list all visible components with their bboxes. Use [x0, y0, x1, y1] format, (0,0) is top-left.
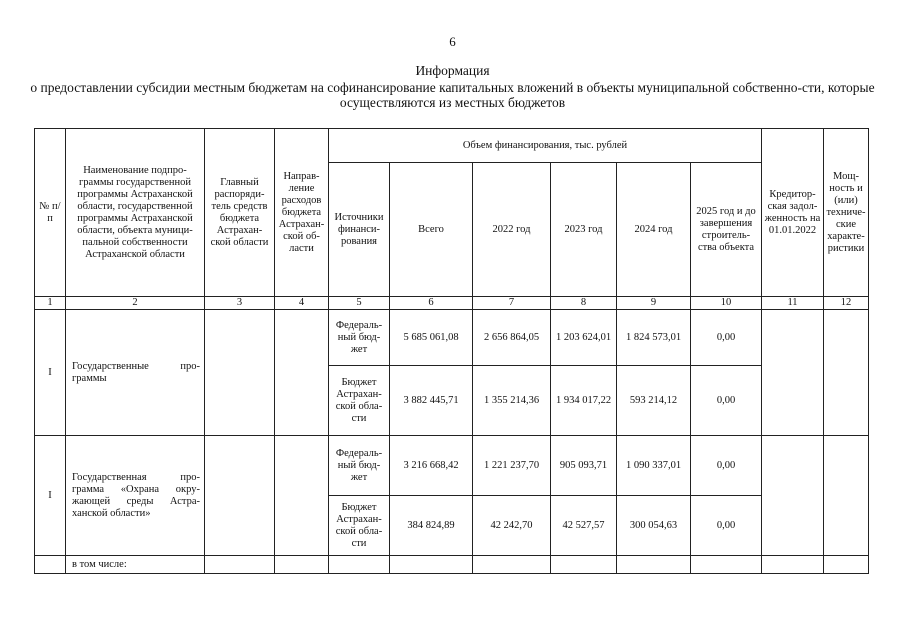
header-creditor-debt: Кредитор-ская задол-женность на 01.01.2022 [762, 129, 824, 297]
empty-cell [473, 556, 551, 574]
funding-source: Бюджет Астрахан-ской обла-сти [329, 366, 390, 436]
amount-2023: 905 093,71 [551, 436, 617, 496]
column-number: 5 [329, 297, 390, 310]
column-number: 10 [691, 297, 762, 310]
empty-cell [762, 436, 824, 556]
column-number: 7 [473, 297, 551, 310]
document-title: Информация [415, 63, 490, 78]
program-name: Государственные про-граммы [66, 310, 205, 436]
column-number-row [35, 297, 869, 310]
amount-2023: 1 203 624,01 [551, 310, 617, 366]
page-number: 6 [449, 34, 456, 49]
header-financing-volume: Объем финансирования, тыс. рублей [329, 129, 762, 163]
header-2024: 2024 год [617, 163, 691, 297]
header-row-number: № п/п [35, 129, 66, 297]
amount-2025: 0,00 [691, 496, 762, 556]
amount-2025: 0,00 [691, 366, 762, 436]
empty-cell [390, 556, 473, 574]
column-number: 8 [551, 297, 617, 310]
table-row [35, 310, 869, 366]
amount-2025: 0,00 [691, 436, 762, 496]
amount-total: 5 685 061,08 [390, 310, 473, 366]
header-main-manager: Главный распоряди-тель средств бюджета Астрахан-ской области [205, 129, 275, 297]
amount-2022: 2 656 864,05 [473, 310, 551, 366]
funding-source: Бюджет Астрахан-ской обла-сти [329, 496, 390, 556]
document-subtitle: о предоставлении субсидии местным бюджетам на софинансирование капитальных вложений в объекты муниципальной собственно-сти, которые осуществляются из местных бюджетов [30, 80, 875, 110]
column-number: 6 [390, 297, 473, 310]
empty-cell [824, 310, 869, 436]
header-2022: 2022 год [473, 163, 551, 297]
amount-2023: 1 934 017,22 [551, 366, 617, 436]
amount-total: 384 824,89 [390, 496, 473, 556]
header-total: Всего [390, 163, 473, 297]
empty-cell [691, 556, 762, 574]
amount-2022: 42 242,70 [473, 496, 551, 556]
empty-cell [762, 310, 824, 436]
empty-cell [35, 556, 66, 574]
amount-total: 3 882 445,71 [390, 366, 473, 436]
header-capacity: Мощ-ность и (или) техниче-ские характе-ристики [824, 129, 869, 297]
amount-total: 3 216 668,42 [390, 436, 473, 496]
column-number: 11 [762, 297, 824, 310]
empty-cell [275, 556, 329, 574]
amount-2022: 1 221 237,70 [473, 436, 551, 496]
row-index: I [35, 310, 66, 436]
amount-2024: 1 090 337,01 [617, 436, 691, 496]
column-number: 9 [617, 297, 691, 310]
empty-cell [329, 556, 390, 574]
funding-source: Федераль-ный бюд-жет [329, 436, 390, 496]
amount-2025: 0,00 [691, 310, 762, 366]
table-row [35, 436, 869, 496]
financing-table [34, 128, 869, 574]
empty-cell [205, 556, 275, 574]
empty-cell [551, 556, 617, 574]
empty-cell [824, 436, 869, 556]
header-name: Наименование подпро-граммы государственной программы Астраханской области, государственной программы Астраханской области, объекта муници-пальной собственности Астраханской области [66, 129, 205, 297]
empty-cell [617, 556, 691, 574]
column-number: 12 [824, 297, 869, 310]
amount-2024: 1 824 573,01 [617, 310, 691, 366]
header-2025-plus: 2025 год и до завершения строитель-ства объекта [691, 163, 762, 297]
empty-cell [762, 556, 824, 574]
column-number: 3 [205, 297, 275, 310]
amount-2024: 300 054,63 [617, 496, 691, 556]
empty-cell [275, 436, 329, 556]
column-number: 1 [35, 297, 66, 310]
empty-cell [205, 310, 275, 436]
amount-2023: 42 527,57 [551, 496, 617, 556]
program-name: Государственная про-грамма «Охрана окру-жающей среды Астра-ханской области» [66, 436, 205, 556]
table-row [35, 556, 869, 574]
column-number: 4 [275, 297, 329, 310]
empty-cell [824, 556, 869, 574]
funding-source: Федераль-ный бюд-жет [329, 310, 390, 366]
amount-2024: 593 214,12 [617, 366, 691, 436]
row-index: I [35, 436, 66, 556]
header-2023: 2023 год [551, 163, 617, 297]
amount-2022: 1 355 214,36 [473, 366, 551, 436]
empty-cell [275, 310, 329, 436]
header-funding-sources: Источники финанси-рования [329, 163, 390, 297]
header-expense-direction: Направ-ление расходов бюджета Астрахан-ской об-ласти [275, 129, 329, 297]
empty-cell [205, 436, 275, 556]
column-number: 2 [66, 297, 205, 310]
including-label: в том числе: [66, 556, 205, 574]
